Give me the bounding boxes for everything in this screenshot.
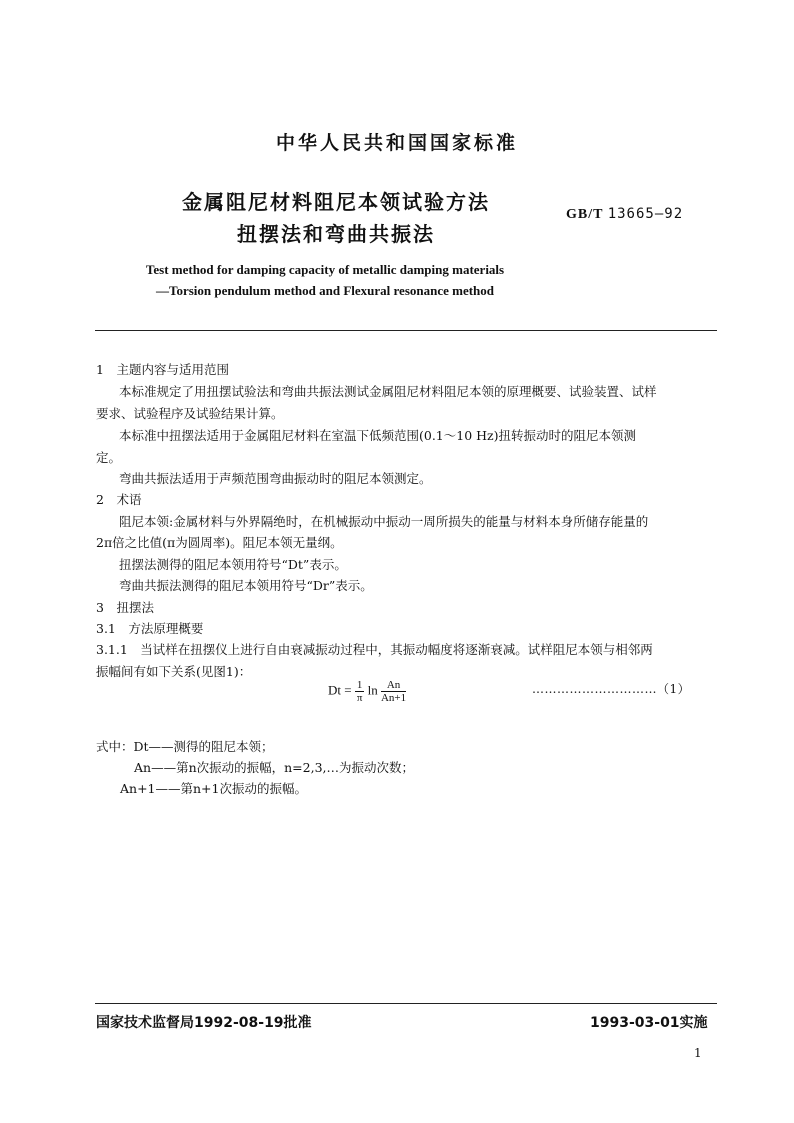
eq-coef-den: π — [356, 692, 363, 704]
eq-frac-num: An — [381, 679, 406, 692]
standard-code — [566, 206, 683, 223]
section-3-heading: 3 扭摆法 — [96, 600, 154, 615]
english-title-line-1: Test method for damping capacity of metallic damping materials — [145, 262, 505, 277]
eq-ratio — [381, 679, 406, 704]
code-prefix: GB/T — [566, 207, 604, 222]
equation-1 — [328, 679, 406, 704]
eq-ln: ln — [367, 682, 378, 698]
eq-coef-num: 1 — [356, 679, 363, 691]
section-2-heading: 2 术语 — [96, 492, 142, 507]
s1-p3: 弯曲共振法适用于声频范围弯曲振动时的阻尼本领测定。 — [119, 471, 432, 486]
title-line-1: 金属阻尼材料阻尼本领试验方法 — [182, 190, 490, 214]
eq-equals: = — [344, 682, 352, 698]
english-title-line-2: —Torsion pendulum method and Flexural resonance method — [155, 283, 495, 298]
effective-date: 1993-03-01实施 — [590, 1015, 708, 1031]
code-number: 13665—92 — [607, 206, 684, 222]
eq-coefficient — [355, 679, 365, 704]
where-intro — [96, 737, 274, 757]
s2-p3: 弯曲共振法测得的阻尼本领用符号“Dr”表示。 — [119, 578, 373, 593]
standard-type: 中华人民共和国国家标准 — [275, 132, 518, 154]
s1-p2-line1: 本标准中扭摆法适用于金属阻尼材料在室温下低频范围(0.1～10 Hz)扭转振动时的阻尼本领测 — [119, 428, 636, 443]
issued-by: 国家技术监督局1992-08-19批准 — [96, 1015, 312, 1031]
s311-line2: 振幅间有如下关系(见图1)： — [96, 664, 252, 679]
s1-p1-line1: 本标准规定了用扭摆试验法和弯曲共振法测试金属阻尼材料阻尼本领的原理概要、试验装置、试样 — [119, 384, 657, 399]
header-divider — [95, 330, 717, 331]
s2-p1-line2: 2π倍之比值(π为圆周率)。阻尼本领无量纲。 — [96, 535, 343, 550]
where-item-3: An+1——第n+1次振动的振幅。 — [120, 781, 307, 796]
section-1-heading: 1 主题内容与适用范围 — [96, 362, 229, 377]
s311-line1: 3.1.1 当试样在扭摆仪上进行自由衰减振动过程中，其振动幅度将逐渐衰减。试样阻尼本领与相邻两 — [96, 642, 653, 657]
where-item-1: Dt——测得的阻尼本领； — [133, 739, 274, 754]
s1-p2-line2: 定。 — [96, 450, 122, 465]
page-number: 1 — [694, 1046, 702, 1060]
eq-frac-den: An+1 — [380, 692, 407, 704]
equation-number: …………………………（1） — [532, 682, 691, 696]
s2-p1-line1: 阻尼本领:金属材料与外界隔绝时，在机械振动中振动一周所损失的能量与材料本身所储存能量的 — [119, 514, 649, 529]
where-item-2: An——第n次振动的振幅，n=2,3,…为振动次数； — [134, 760, 415, 775]
eq-lhs: Dt — [328, 682, 341, 698]
s2-p2: 扭摆法测得的阻尼本领用符号“Dt”表示。 — [119, 557, 347, 572]
s1-p1-line2: 要求、试验程序及试验结果计算。 — [96, 406, 284, 421]
footer-divider — [95, 1003, 717, 1004]
where-intro-label: 式中： — [96, 739, 134, 754]
section-3-1-heading: 3.1 方法原理概要 — [96, 621, 204, 636]
title-line-2: 扭摆法和弯曲共振法 — [237, 222, 435, 246]
